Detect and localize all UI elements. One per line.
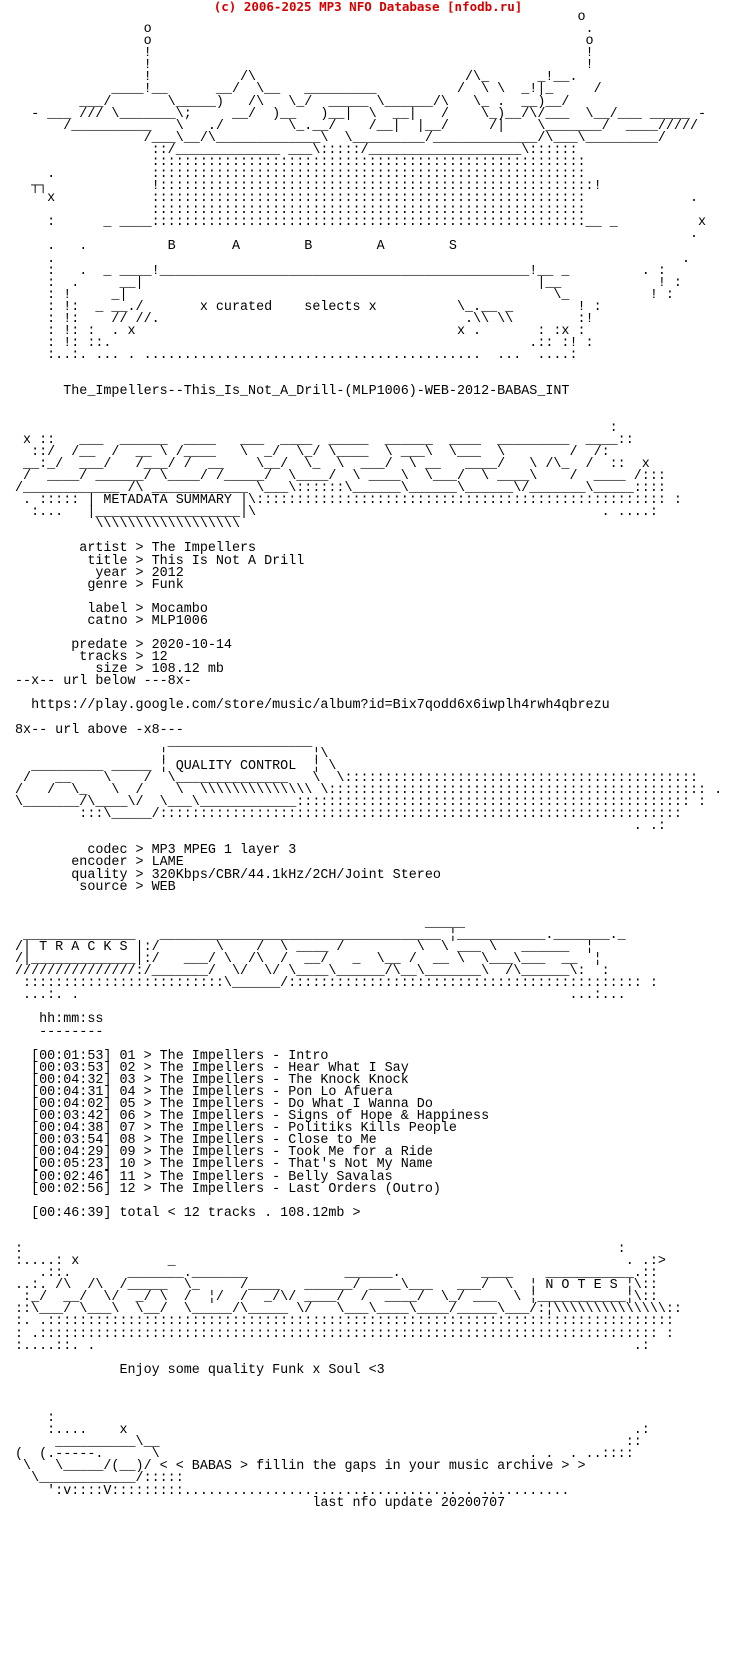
tracklist bbox=[15, 1049, 489, 1197]
track-row: [00:02:56] 12 > The Impellers - Last Orders (Outro) bbox=[15, 1181, 441, 1197]
metadata-row: title > This Is Not A Drill bbox=[15, 553, 305, 569]
quality-control-row: codec > MP3 MPEG 1 layer 3 bbox=[15, 843, 297, 859]
site-header: (c) 2006-2025 MP3 NFO Database [nfodb.ru] bbox=[213, 0, 523, 14]
track-row: [00:04:29] 09 > The Impellers - Took Me for a Ride bbox=[15, 1145, 433, 1161]
last-update: last nfo update 20200707 bbox=[312, 1495, 506, 1511]
quality-control-row: source > WEB bbox=[15, 879, 176, 895]
tracks-banner: _____ ______________ ___________________________________ ¦___________._______._ /| T R A C K S |:/ \ / \ ____ / \ \ ___ \ ______ ¦ /|_____________|:/ ___/ \ /\ / __/ _ \__ / __ \ \___\___ __ ¦ ///////////////:/_______/ \/ \/ \____\______/\__\_______\ /\______\: : :::::::::::::::::::::::::\______/:::::::::::::::::::::::::::::::::::::::::::: : ...:. . ...:... bbox=[15, 915, 658, 1004]
quality-control-banner: __________________ ¦ ¦\ _________ _____ ¦ QUALITY CONTROL ¦ \ / __ \ / \______________ \ \:::::::::::::::::::::::::::::::::::::::::::: / / \_ \ / \ \\\\\\\\\\\\\\ \::::::::::::::::::::::::::::::::::::::::::::::: . \_______/\____\/ \___\____________::::::::::::::::::::::::::::::::::::::::::::::::: : :::\_____/::::::::::::::::::::::::::::::::::::::::::::::::::::::::::::::::: . .: bbox=[15, 734, 723, 835]
time-column-underline: -------- bbox=[39, 1024, 104, 1040]
track-row: [00:04:38] 07 > The Impellers - Politiks Kills People bbox=[15, 1121, 457, 1137]
notes-banner: : : :....: x _ . .:> .::. _______._______ ______. ____ ___________.:: ..:. /\ /\ /_____ \_ /____ ______/ ____\___ ___/ \ ¦ N O T E S ¦\:: :_/ __/ \/ _/ \ / ¦/ / _/\/ ____/ / ____/ \_/ ___ \ ¦___________¦\:: ::\___/ \___\ \__/ \_____/\_____ \/ \___\____\____/_____\___/:¦\\\\\\\\\\\\\\:: :. .:::::::::::::::::::::::::::::::::::::::::::::::::::::::::::::::::::::::::::::: : .::::::::::::::::::::::::::::::::::::::::::::::::::::::::::::::::::::::::::::: : :....::. . .: bbox=[15, 1241, 682, 1354]
metadata-row: catno > MLP1006 bbox=[15, 613, 208, 629]
track-row: [00:03:54] 08 > The Impellers - Close to Me bbox=[15, 1133, 377, 1149]
total-summary: [00:46:39] total < 12 tracks . 108.12mb > bbox=[31, 1205, 361, 1221]
quality-control-row: encoder > LAME bbox=[15, 855, 184, 871]
time-column-header: hh:mm:ss bbox=[39, 1012, 104, 1028]
top-logo-ascii-art: o o . o o ! ! ! ! ! /\ /\_ _!__. ____!__ __/ \__ _________ / \ \ _!|_ / ___/ \_____) /\ \_/ _____ \______/\ \_ . __)__/ - ___ /// \_______\; __/ )__ )__| \ __| / \_)__/\/___ \__/___ _____ - /__________ \ ./ \_.__/ /__| |__/ /| \_______/ ____///// /___\__/\_____________\ \_________/_____________/\___\_________/ ::/_____________ ___\:::::/___________________\:::::: :::::::::::::::::::::::::::::::::::::::::::::::::::::: . :::::::::::::::::::::::::::::::::::::::::::::::::::::: ┬┐ !::::::::::::::::::::::::::::::::::::::::::::::::::::::! x :::::::::::::::::::::::::::::::::::::::::::::::::::::: . :::::::::::::::::::::::::::::::::::::::::::::::::::::: : _ ____::::::::::::::::::::::::::::::::::::::::::::::::::::::__ _ x . . . B A B A S . . : . _ ____!______________________________________________!__ _ . : : . __| |__ ! : : ! _| \_ ! : : !: _ __./ x curated selects x \_.__ _ ! : : !: // //. .\\ \\ :! : !: : . x x . : :x : : !: ::. .:: :! : :..:. ... . .......................................... ... ....: bbox=[31, 10, 707, 364]
metadata-row: year > 2012 bbox=[15, 565, 184, 581]
url-below-marker: --x-- url below ---8x- bbox=[15, 674, 192, 690]
track-row: [00:03:42] 06 > The Impellers - Signs of Hope & Happiness bbox=[15, 1109, 490, 1125]
track-row: [00:02:46] 11 > The Impellers - Belly Savalas bbox=[15, 1169, 393, 1185]
track-row: [00:04:31] 04 > The Impellers - Pon Lo Afuera bbox=[15, 1084, 393, 1100]
track-row: [00:04:02] 05 > The Impellers - Do What I Wanna Do bbox=[15, 1097, 433, 1113]
track-row: [00:03:53] 02 > The Impellers - Hear What I Say bbox=[15, 1060, 409, 1076]
quality-control-row: quality > 320Kbps/CBR/44.1kHz/2CH/Joint Stereo bbox=[15, 867, 441, 883]
metadata-row: artist > The Impellers bbox=[15, 541, 257, 557]
metadata-row: label > Mocambo bbox=[15, 601, 208, 617]
track-row: [00:04:32] 03 > The Impellers - The Knock Knock bbox=[15, 1072, 409, 1088]
metadata-summary-banner: : x :: ___ ______ ____ ___ ____ _____ ______ ____ _________ ____:: ::/ /__ / __ \ /____ \ _/ \_/ \____ \ ___\ \___ \ / /: __:_/ ___/ /___/ / __ \__/ \_ \ ___/ \ __ ____/ \ /\_ / :: x / ____/ ______/ \____/ /_____/ \____/ \ ____\ \___/ \ ____\ / ____ /::: /____________ /\ ____________ \___\::::::\______\______\______\/_______\_____:::: . ::::: | METADATA SUMMARY |\::::::::::::::::::::::::::::::::::::::::::::::::::: : :... |__________________|\ . ....: \\\\\\\\\\\\\\\\\\ bbox=[15, 420, 682, 533]
nfo-document bbox=[15, 12, 722, 1510]
metadata-list bbox=[15, 541, 304, 677]
metadata-row: genre > Funk bbox=[15, 577, 184, 593]
track-row: [00:01:53] 01 > The Impellers - Intro bbox=[15, 1048, 329, 1064]
store-url: https://play.google.com/store/music/album?id=Bix7qodd6x6iwplh4rwh4qbrezu bbox=[31, 698, 610, 714]
notes-text: Enjoy some quality Funk x Soul <3 bbox=[119, 1362, 385, 1378]
release-name: The_Impellers--This_Is_Not_A_Drill-(MLP1006)-WEB-2012-BABAS_INT bbox=[63, 384, 570, 400]
footer-ascii-art: : :.... x .: __________\__ :: ( (.-----. \ . . . ..:::: \ \_____/(__)/ < < BABAS > fillin the gaps in your music archive > > \____________/::::: ':v::::V:::::::::.................................. . ........... bbox=[15, 1411, 650, 1499]
metadata-row: predate > 2020-10-14 bbox=[15, 638, 232, 654]
metadata-row: size > 108.12 mb bbox=[15, 662, 224, 678]
url-above-marker: 8x-- url above -x8--- bbox=[15, 722, 184, 738]
quality-control-list bbox=[15, 843, 441, 894]
track-row: [00:05:23] 10 > The Impellers - That's Not My Name bbox=[15, 1157, 433, 1173]
metadata-row: tracks > 12 bbox=[15, 650, 168, 666]
